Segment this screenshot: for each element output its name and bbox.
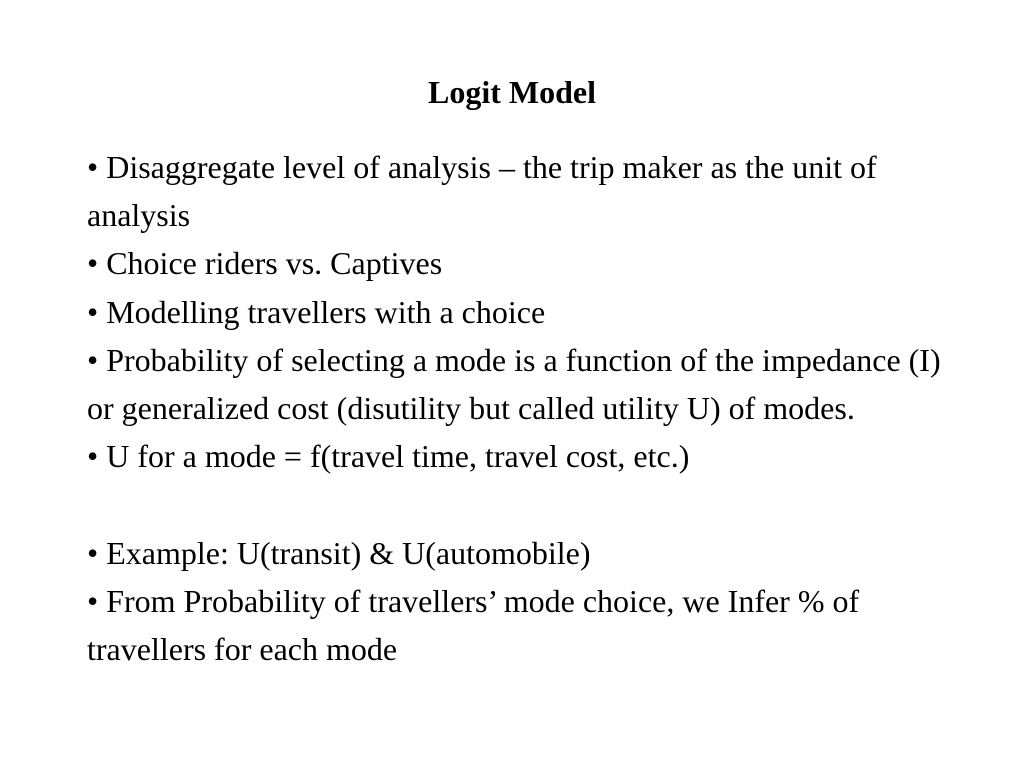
bullet-example: • Example: U(transit) & U(automobile): [87, 534, 591, 571]
slide-title: Logit Model: [428, 74, 596, 110]
bullet-probability: • Probability of selecting a mode is a function of the impedance (I) or generalized cost (disutility but called utility U) of modes.: [87, 341, 941, 427]
bullet-utility-function: • U for a mode = f(travel time, travel cost, etc.): [87, 438, 690, 475]
blank-line: [87, 480, 967, 528]
slide-body: [87, 143, 967, 673]
bullet-choice-riders: • Choice riders vs. Captives: [87, 245, 443, 282]
bullet-disaggregate: • Disaggregate level of analysis – the trip maker as the unit of analysis: [87, 149, 877, 234]
bullet-infer: • From Probability of travellers’ mode choice, we Infer % of travellers for each mode: [87, 582, 860, 668]
bullet-modelling: • Modelling travellers with a choice: [87, 293, 546, 330]
